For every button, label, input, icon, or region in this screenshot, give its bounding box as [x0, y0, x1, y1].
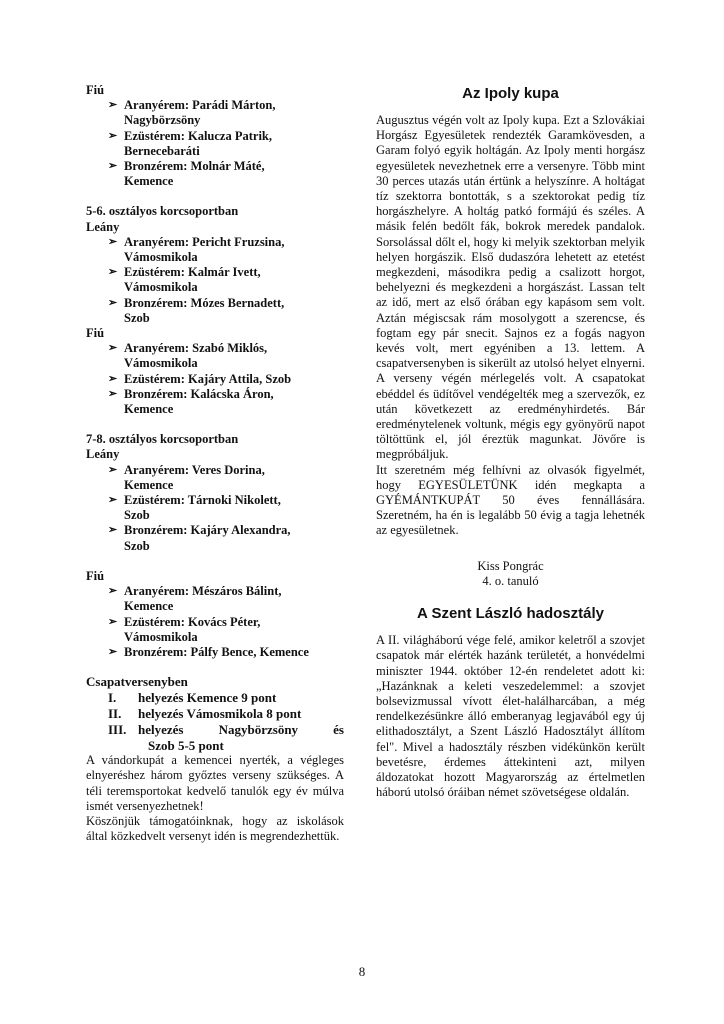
arrow-bullet-icon: ➢ — [108, 645, 118, 658]
team-heading: Csapatversenyben — [86, 674, 188, 690]
team-result-row: II. helyezés Vámosmikola 8 pont — [108, 706, 302, 722]
list-item: ➢ Bronzérem: Kajáry Alexandra, Szob — [108, 523, 291, 553]
arrow-bullet-icon: ➢ — [108, 129, 118, 142]
arrow-bullet-icon: ➢ — [108, 524, 118, 537]
arrow-bullet-icon: ➢ — [108, 585, 118, 598]
medal-list — [86, 463, 344, 554]
page-number: 8 — [358, 964, 366, 979]
paragraph: Augusztus végén volt az Ipoly kupa. Ezt a Szlovákiai Horgász Egyesületek rendezték Garamkövesden, a Garam folyó egyik holtágán. Az Ipoly menti horgász egyesületek nevezhetnek erre a versenyre. Több mint 30 perces utazás után értünk a helyszínre. A holtágat tíz szektorra bontották, s a szektorokat pedig tíz horgászhelyre. A holtág patkó formájú és széles. A másik felén bedőlt fák, bokrok meredek pandalok. Sorsolással dőlt el, hogy ki melyik szektorban melyik helyen horgászik. Első dudaszóra lehetett az etetést megkezdeni, másodikra pedig a csalizott horgot, behelyezni és megkezdeni a horgászást. Lassan telt az idő, mert az első órában egy kapásom sem volt. Aztán mégiscsak rám mosolygott a szerencse, és fogtam egy pár snecit. Sajnos ez a fogás nagyon kevés volt, mert egyéniben a 13. lettem. A csapatversenyben is sikerült az utolsó helyet elnyerni. A verseny végén mérlegelés volt. A csapatokat ebéddel és üdítővel vendégelték meg a szervezők, ez után következett az eredményhirdetés. Bár eredménytelenek voltunk, mégis egy gyönyörű napot töltöttünk el, jól éreztük magunkat. Jövőre is megpróbáljuk. — [376, 113, 646, 462]
list-item: ➢ Aranyérem: Mészáros Bálint, Kemence — [108, 584, 282, 614]
age-group-heading: 7-8. osztályos korcsoportban — [86, 432, 239, 447]
medal-list — [86, 584, 344, 660]
arrow-bullet-icon: ➢ — [108, 296, 118, 309]
list-item: ➢ Ezüstérem: Kajáry Attila, Szob — [108, 371, 292, 386]
arrow-bullet-icon: ➢ — [108, 372, 118, 385]
article-title: A Szent László hadosztály — [417, 605, 604, 623]
arrow-bullet-icon: ➢ — [108, 99, 118, 112]
list-item: ➢ Aranyérem: Szabó Miklós, Vámosmikola — [108, 341, 268, 371]
arrow-bullet-icon: ➢ — [108, 463, 118, 476]
medal-list — [86, 235, 344, 326]
list-item: ➢ Aranyérem: Parádi Márton, Nagybörzsöny — [108, 98, 276, 128]
group-label-fiu: Fiú — [86, 326, 105, 341]
list-item: ➢ Bronzérem: Kalácska Áron, Kemence — [108, 386, 274, 417]
arrow-bullet-icon: ➢ — [108, 235, 118, 248]
list-item: ➢ Ezüstérem: Kovács Péter, Vámosmikola — [108, 614, 261, 644]
medal-list — [86, 98, 344, 189]
paragraph: A II. világháború vége felé, amikor keletről a szovjet csapatok már elérték hazánk területét, a honvédelmi miniszter 1944. október 12-én rendeletet adott ki: „Hazánknak a keleti veszedelemmel: a szovjet bolsevizmussal vívott élet-halálharcában, a még rendelkezésünkre álló emberanyag legjavából egy új elithadosztályt, a Szent László Hadosztályt állítom fel". Mivel a hadosztály részben vidékünkön került bevetésre, érdemes áttekinteni azt, milyen áldozatokat hozott Magyarország az értelmetlen háború utolsó óráiban német szövetségese oldalán. — [376, 633, 645, 800]
right-column — [376, 83, 645, 800]
list-item: ➢ Aranyérem: Pericht Fruzsina, Vámosmikola — [108, 234, 285, 265]
list-item: ➢ Bronzérem: Molnár Máté, Kemence — [108, 159, 265, 189]
group-label-fiu: Fiú — [86, 83, 105, 97]
article-title: Az Ipoly kupa — [462, 85, 559, 102]
team-result-continuation: Szob 5-5 pont — [148, 738, 224, 754]
paragraph: A vándorkupát a kemencei nyerték, a végleges elnyeréshez három győztes verseny szükséges. A téli teremsportokat kedvelő tanulók egy év múlva ismét versenyezhetnek! — [86, 753, 344, 813]
list-item: ➢ Ezüstérem: Kalucza Patrik, Bernecebaráti — [108, 128, 272, 158]
list-item: ➢ Bronzérem: Mózes Bernadett, Szob — [108, 295, 285, 325]
left-column — [86, 83, 344, 844]
team-result-row: III. helyezés Nagybörzsöny és — [108, 722, 344, 738]
arrow-bullet-icon: ➢ — [108, 160, 118, 173]
list-item: ➢ Ezüstérem: Kalmár Ivett, Vámosmikola — [108, 265, 261, 295]
team-result-row: I. helyezés Kemence 9 pont — [108, 690, 277, 706]
medal-list — [86, 341, 344, 417]
arrow-bullet-icon: ➢ — [108, 342, 118, 355]
arrow-bullet-icon: ➢ — [108, 615, 118, 628]
paragraph: Köszönjük támogatóinknak, hogy az iskolások által közkedvelt versenyt idén is megrendezhettük. — [86, 813, 344, 844]
group-label-leany: Leány — [86, 219, 120, 234]
list-item: ➢ Ezüstérem: Tárnoki Nikolett, Szob — [108, 493, 281, 523]
author-class: 4. o. tanuló — [482, 573, 539, 588]
list-item: ➢ Bronzérem: Pálfy Bence, Kemence — [108, 644, 309, 659]
arrow-bullet-icon: ➢ — [108, 266, 118, 279]
group-label-leany: Leány — [86, 447, 120, 462]
arrow-bullet-icon: ➢ — [108, 387, 118, 400]
arrow-bullet-icon: ➢ — [108, 494, 118, 507]
author-name: Kiss Pongrác — [477, 558, 544, 573]
group-label-fiu: Fiú — [86, 568, 105, 583]
list-item: ➢ Aranyérem: Veres Dorina, Kemence — [108, 462, 265, 492]
age-group-heading: 5-6. osztályos korcsoportban — [86, 204, 239, 219]
paragraph: Itt szeretném még felhívni az olvasók figyelmét, hogy EGYESÜLETÜNK idén megkapta a GYÉMÁNTKUPÁT 50 éves fennállására. Szeretném, ha én is legalább 50 évig a tagja lehetnék az egyesületnek. — [376, 462, 645, 538]
